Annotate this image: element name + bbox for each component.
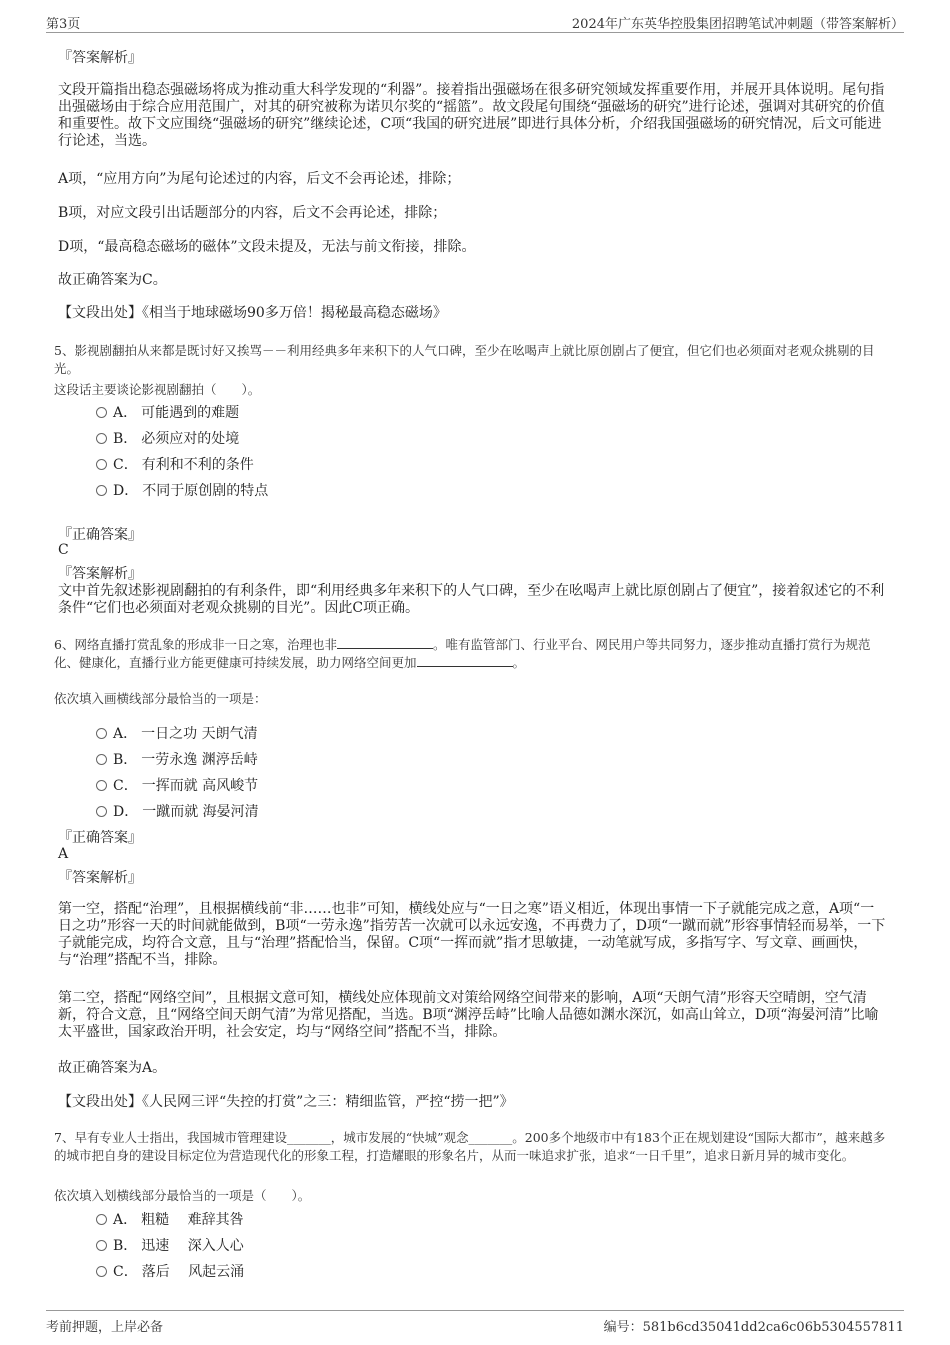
q5-prompt: 这段话主要谈论影视剧翻拍（ ）。: [54, 382, 261, 397]
q5-analysis: 文中首先叙述影视剧翻拍的有利条件，即“利用经典多年来积下的人气口碑，至少在吆喝声上就比原创剧占了便宜”，接着叙述它的不利条件“它们也必须面对老观众挑剔的目光”。因此C项正确。: [58, 583, 885, 616]
q4-conclusion: 故正确答案为C。: [58, 272, 167, 288]
q6-blank-2: [417, 654, 513, 667]
q5-stem: 5、影视剧翻拍从来都是既讨好又挨骂－－利用经典多年来积下的人气口碑，至少在吆喝声上就比原创剧占了便宜，但它们也必须面对老观众挑剔的目光。: [54, 343, 875, 376]
page-header: [46, 10, 904, 33]
q6-option-d[interactable]: D． 一蹴而就 海晏河清: [96, 803, 259, 821]
radio-icon[interactable]: [96, 433, 107, 444]
q6-option-b[interactable]: B． 一劳永逸 渊渟岳峙: [96, 751, 258, 769]
q6-source: 【文段出处】《人民网三评“失控的打赏”之三：精细监管，严控“捞一把”》: [58, 1094, 514, 1110]
q6-correct-label: 『正确答案』: [58, 830, 142, 846]
footer-slogan: 考前押题，上岸必备: [46, 1320, 164, 1335]
q5-analysis-label: 『答案解析』: [58, 566, 142, 582]
q6-analysis-paragraph-2: 第二空，搭配“网络空间”，且根据文意可知，横线处应体现前文对策给网络空间带来的影响，A项“天朗气清”形容天空晴朗，空气清新，符合文意，且“网络空间天朗气清”为常见搭配，当选。B项“渊渟岳峙”比喻人品德如渊水深沉，如高山耸立，D项“海晏河清”比喻太平盛世，国家政治开明，社会安定，均与“网络空间”搭配不当，排除。: [58, 990, 879, 1040]
q6-analysis-label: 『答案解析』: [58, 870, 142, 886]
q5-option-c[interactable]: C． 有利和不利的条件: [96, 456, 254, 474]
radio-icon[interactable]: [96, 485, 107, 496]
q4-option-a-analysis: A项，“应用方向”为尾句论述过的内容，后文不会再论述，排除；: [58, 171, 461, 187]
q6-correct-answer: A: [58, 846, 69, 862]
q6-conclusion: 故正确答案为A。: [58, 1060, 167, 1076]
document-title: 2024年广东英华控股集团招聘笔试冲刺题（带答案解析）: [571, 17, 904, 32]
q4-option-b-analysis: B项，对应文段引出话题部分的内容，后文不会再论述，排除；: [58, 205, 447, 221]
radio-icon[interactable]: [96, 459, 107, 470]
q7-option-a[interactable]: A． 粗糙 难辞其咎: [96, 1211, 244, 1229]
radio-icon[interactable]: [96, 780, 107, 791]
q5-option-a[interactable]: A． 可能遇到的难题: [96, 404, 239, 422]
q5-correct-label: 『正确答案』: [58, 527, 142, 543]
radio-icon[interactable]: [96, 754, 107, 765]
q5-correct-answer: C: [58, 542, 69, 558]
q4-source: 【文段出处】《相当于地球磁场90多万倍！揭秘最高稳态磁场》: [58, 305, 447, 321]
q7-option-c[interactable]: C． 落后 风起云涌: [96, 1263, 244, 1281]
radio-icon[interactable]: [96, 407, 107, 418]
q5-option-b[interactable]: B． 必须应对的处境: [96, 430, 239, 448]
page-footer: [46, 1310, 904, 1335]
q5-option-d[interactable]: D． 不同于原创剧的特点: [96, 482, 268, 500]
radio-icon[interactable]: [96, 1240, 107, 1251]
q6-prompt: 依次填入画横线部分最恰当的一项是：: [54, 691, 267, 706]
radio-icon[interactable]: [96, 1214, 107, 1225]
document-code: 编号：581b6cd35041dd2ca6c06b5304557811: [603, 1320, 904, 1335]
radio-icon[interactable]: [96, 1266, 107, 1277]
q6-stem: 6、网络直播打赏乱象的形成非一日之寒，治理也非 。唯有监管部门、行业平台、网民用户等共同努力，逐步推动直播打赏行为规范化、健康化，直播行业方能更健康可持续发展，助力网络空间更加 。: [54, 637, 871, 670]
q6-analysis-paragraph-1: 第一空，搭配“治理”，且根据横线前“非……也非”可知，横线处应与“一日之寒”语义相近，体现出事情一下子就能完成之意，A项“一日之功”形容一天的时间就能做到，B项“一劳永逸”指劳苦一次就可以永远安逸，不再费力了，D项“一蹴而就”形容事情轻而易举，一下子就能完成，均符合文意，且与“治理”搭配恰当，保留。C项“一挥而就”指才思敏捷，一动笔就写成，多指写字、写文章、画画快，与“治理”搭配不当，排除。: [58, 901, 886, 968]
page-number: 第3页: [46, 17, 81, 32]
q7-stem: 7、早有专业人士指出，我国城市管理建设_______，城市发展的“快城”观念_______。200多个地级市中有183个正在规划建设“国际大都市”，越来越多的城市把自身的建设目标定位为营造现代化的形象工程，打造耀眼的形象名片，从而一味追求扩张，追求“一日千里”，追求日新月异的城市变化。: [54, 1130, 886, 1163]
radio-icon[interactable]: [96, 806, 107, 817]
q4-analysis-paragraph: 文段开篇指出稳态强磁场将成为推动重大科学发现的“利器”。接着指出强磁场在很多研究领域发挥重要作用，并展开具体说明。尾句指出强磁场由于综合应用范围广，对其的研究被称为诺贝尔奖的“摇篮”。故文段尾句围绕“强磁场的研究”进行论述，强调对其研究的价值和重要性。故下文应围绕“强磁场的研究”继续论述，C项“我国的研究进展”即进行具体分析，介绍我国强磁场的研究情况，后文可能进行论述，当选。: [58, 82, 885, 149]
q6-option-a[interactable]: A． 一日之功 天朗气清: [96, 725, 258, 743]
radio-icon[interactable]: [96, 728, 107, 739]
q7-prompt: 依次填入划横线部分最恰当的一项是（ ）。: [54, 1188, 311, 1203]
q4-option-d-analysis: D项，“最高稳态磁场的磁体”文段未提及，无法与前文衔接，排除。: [58, 239, 476, 255]
q4-analysis-label: 『答案解析』: [58, 50, 142, 66]
q6-blank-1: [337, 636, 433, 649]
q6-option-c[interactable]: C． 一挥而就 高风峻节: [96, 777, 258, 795]
q7-option-b[interactable]: B． 迅速 深入人心: [96, 1237, 244, 1255]
